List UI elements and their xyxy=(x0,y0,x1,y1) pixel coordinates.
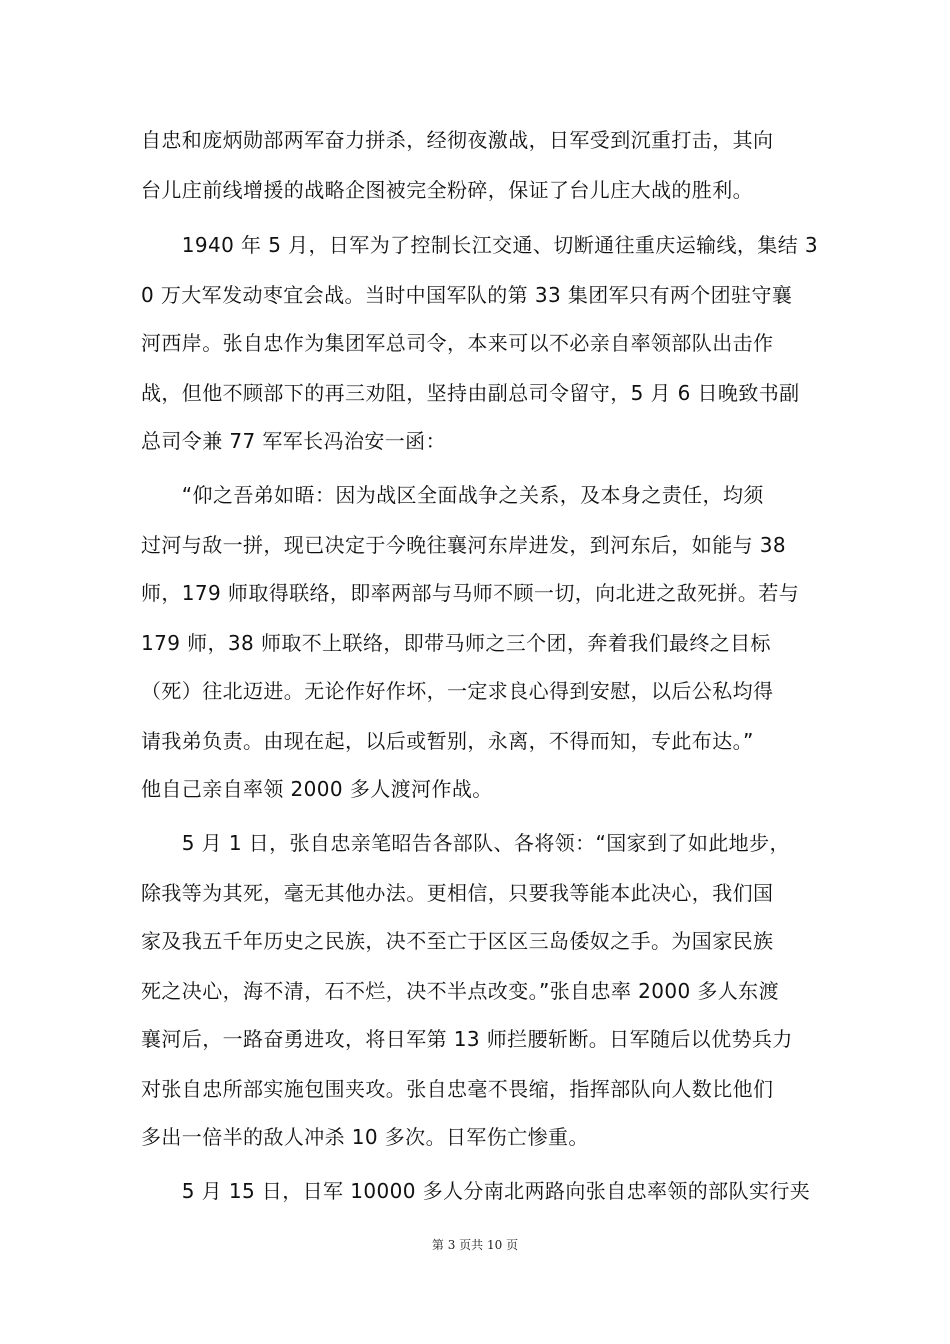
text-line: 1940 年 5 月，日军为了控制长江交通、切断通往重庆运输线，集结 3 xyxy=(141,233,818,257)
text-line: 0 万大军发动枣宜会战。当时中国军队的第 33 集团军只有两个团驻守襄 xyxy=(141,283,793,307)
text-line: 对张自忠所部实施包围夹攻。张自忠毫不畏缩，指挥部队向人数比他们 xyxy=(141,1077,774,1101)
text-line: 家及我五千年历史之民族，决不至亡于区区三岛倭奴之手。为国家民族 xyxy=(141,929,774,953)
text-line: 襄河后，一路奋勇进攻，将日军第 13 师拦腰斩断。日军随后以优势兵力 xyxy=(141,1027,793,1051)
text-line: 总司令兼 77 军军长冯治安一函： xyxy=(141,429,446,453)
text-line: 除我等为其死，毫无其他办法。更相信，只要我等能本此决心，我们国 xyxy=(141,881,774,905)
text-line: 河西岸。张自忠作为集团军总司令，本来可以不必亲自率领部队出击作 xyxy=(141,331,774,355)
text-line: “仰之吾弟如晤：因为战区全面战争之关系，及本身之责任，均须 xyxy=(141,483,764,507)
text-line: 过河与敌一拼，现已决定于今晚往襄河东岸进发，到河东后，如能与 38 xyxy=(141,533,787,557)
text-line: 死之决心，海不清，石不烂，决不半点改变。”张自忠率 2000 多人东渡 xyxy=(141,979,779,1003)
text-line: （死）往北迈进。无论作好作坏，一定求良心得到安慰，以后公私均得 xyxy=(141,679,774,703)
text-line: 师，179 师取得联络，即率两部与马师不顾一切，向北进之敌死拼。若与 xyxy=(141,581,800,605)
text-line: 他自己亲自率领 2000 多人渡河作战。 xyxy=(141,777,493,801)
text-line: 5 月 1 日，张自忠亲笔昭告各部队、各将领：“国家到了如此地步， xyxy=(141,831,790,855)
text-line: 台儿庄前线增援的战略企图被完全粉碎，保证了台儿庄大战的胜利。 xyxy=(141,178,753,202)
text-line: 自忠和庞炳勋部两军奋力拼杀，经彻夜激战，日军受到沉重打击，其向 xyxy=(141,128,774,152)
text-line: 5 月 15 日，日军 10000 多人分南北两路向张自忠率领的部队实行夹 xyxy=(141,1179,811,1203)
page-footer: 第 3 页共 10 页 xyxy=(431,1238,519,1252)
text-line: 请我弟负责。由现在起，以后或暂别，永离，不得而知，专此布达。” xyxy=(141,729,754,753)
text-line: 多出一倍半的敌人冲杀 10 多次。日军伤亡惨重。 xyxy=(141,1125,589,1149)
text-line: 179 师，38 师取不上联络，即带马师之三个团，奔着我们最终之目标 xyxy=(141,631,771,655)
text-line: 战，但他不顾部下的再三劝阻，坚持由副总司令留守，5 月 6 日晚致书副 xyxy=(141,381,800,405)
